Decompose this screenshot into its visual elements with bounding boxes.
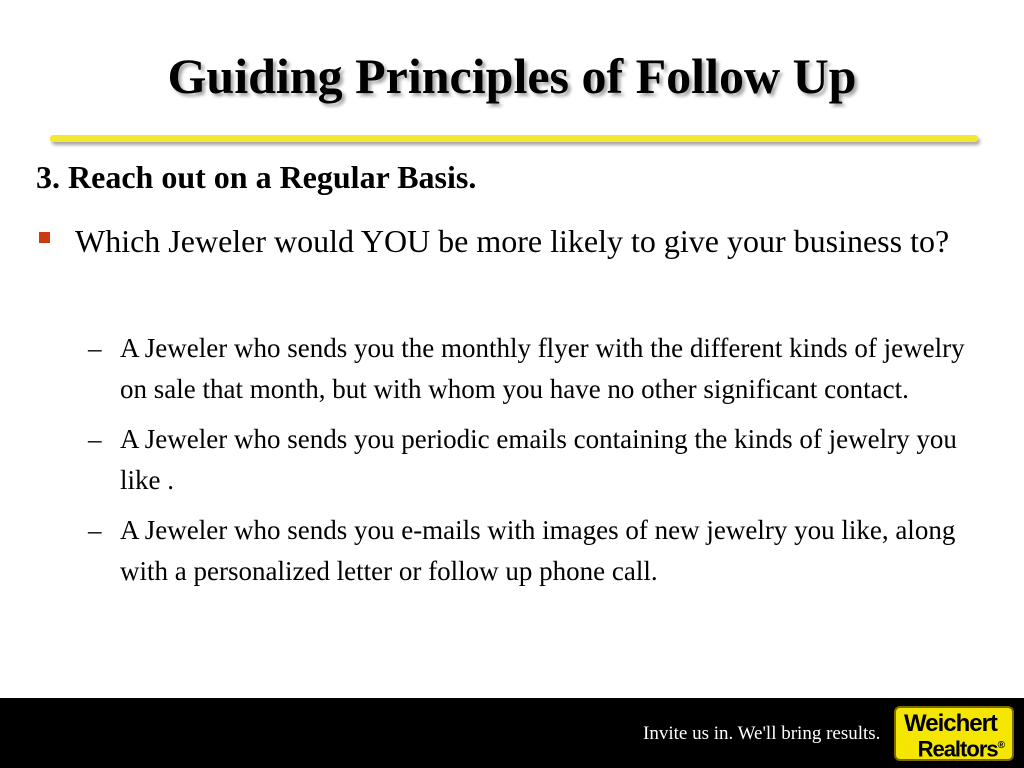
square-bullet-icon [39, 232, 50, 243]
registered-mark: ® [997, 740, 1004, 751]
main-bullet [36, 218, 986, 264]
sub-bullet-list [88, 328, 978, 601]
footer-bar [0, 698, 1024, 768]
logo-line-2 [918, 733, 1004, 762]
sub-bullet-text: A Jeweler who sends you periodic emails containing the kinds of jewelry you like . [120, 424, 957, 495]
slide-title: Guiding Principles of Follow Up [167, 48, 857, 104]
sub-bullet [88, 510, 978, 592]
dash-bullet-icon: – [88, 424, 102, 454]
section-heading: 3. Reach out on a Regular Basis. [36, 159, 477, 195]
sub-bullet [88, 328, 978, 410]
footer-tagline: Invite us in. We'll bring results. [643, 723, 881, 744]
dash-bullet-icon: – [88, 515, 102, 545]
dash-bullet-icon: – [88, 333, 102, 363]
logo-line-2-text: Realtors [917, 736, 998, 762]
title-divider [50, 135, 978, 142]
sub-bullet-text: A Jeweler who sends you e-mails with images of new jewelry you like, along with a personalized letter or follow up phone call. [120, 515, 956, 586]
sub-bullet [88, 419, 978, 501]
logo-line-1: Weichert [904, 710, 997, 737]
sub-bullet-text: A Jeweler who sends you the monthly flyer with the different kinds of jewelry on sale that month, but with whom you have no other significant contact. [120, 333, 965, 404]
weichert-logo [894, 706, 1014, 761]
main-bullet-text: Which Jeweler would YOU be more likely to give your business to? [75, 223, 950, 259]
